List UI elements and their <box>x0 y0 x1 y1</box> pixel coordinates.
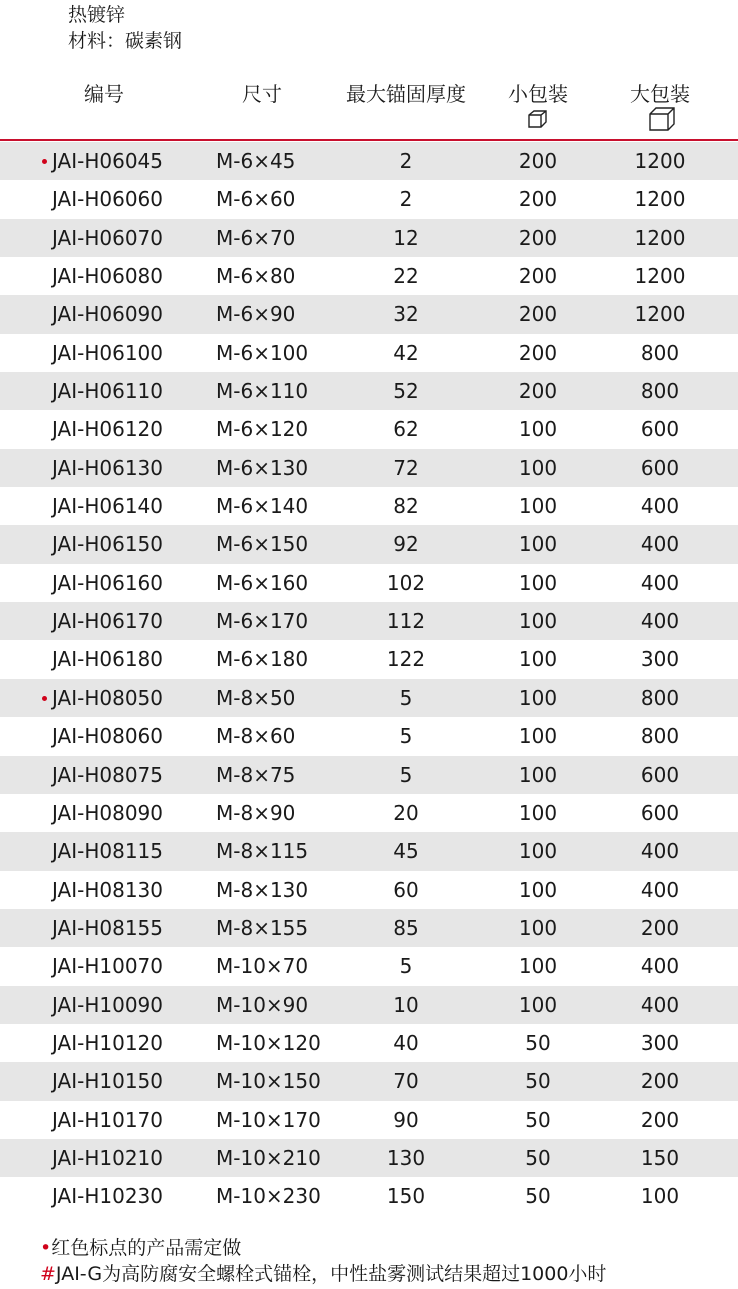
cell-small-pack: 200 <box>518 302 558 327</box>
cell-max-thickness: 10 <box>393 992 419 1017</box>
cell-code: JAI-H06100 <box>52 340 164 365</box>
cell-code: JAI-H06150 <box>52 532 164 557</box>
cell-small-pack: 100 <box>518 877 558 902</box>
cell-code: JAI-H06090 <box>52 302 164 327</box>
table-row <box>0 334 738 372</box>
cell-small-pack: 100 <box>518 724 558 749</box>
cell-size: M-10×90 <box>216 992 309 1017</box>
cell-small-pack: 50 <box>525 1145 551 1170</box>
table-row <box>0 219 738 257</box>
red-dot-icon <box>42 696 47 701</box>
cell-small-pack: 50 <box>525 1184 551 1209</box>
cell-small-pack: 100 <box>518 762 558 787</box>
cell-max-thickness: 32 <box>393 302 419 327</box>
cell-large-pack: 600 <box>640 762 680 787</box>
cell-max-thickness: 42 <box>393 340 419 365</box>
cell-code: JAI-H10230 <box>52 1184 164 1209</box>
cell-large-pack: 600 <box>640 800 680 825</box>
cell-large-pack: 300 <box>640 1030 680 1055</box>
cell-code: JAI-H06180 <box>52 647 164 672</box>
table-row <box>0 295 738 333</box>
cell-max-thickness: 5 <box>399 685 413 710</box>
cell-size: M-10×230 <box>216 1184 321 1209</box>
table-row <box>0 257 738 295</box>
cell-small-pack: 100 <box>518 532 558 557</box>
cell-code: JAI-H08155 <box>52 915 164 940</box>
cell-size: M-8×155 <box>216 915 309 940</box>
cell-max-thickness: 52 <box>393 379 419 404</box>
cell-code: JAI-H06130 <box>52 455 164 480</box>
cell-small-pack: 50 <box>525 1030 551 1055</box>
cell-size: M-6×70 <box>216 225 296 250</box>
cell-size: M-6×80 <box>216 264 296 289</box>
cell-max-thickness: 70 <box>393 1069 419 1094</box>
cell-small-pack: 100 <box>518 647 558 672</box>
cell-small-pack: 50 <box>525 1107 551 1132</box>
cell-size: M-6×120 <box>216 417 309 442</box>
cell-large-pack: 200 <box>640 1069 680 1094</box>
cell-large-pack: 100 <box>640 1184 680 1209</box>
cell-code: JAI-H08050 <box>52 685 164 710</box>
table-row <box>0 717 738 755</box>
cell-large-pack: 800 <box>640 685 680 710</box>
header-divider <box>0 139 738 141</box>
cell-code: JAI-H08130 <box>52 877 164 902</box>
cell-small-pack: 50 <box>525 1069 551 1094</box>
cell-large-pack: 400 <box>640 839 680 864</box>
table-row <box>0 1024 738 1062</box>
cell-large-pack: 1200 <box>634 225 686 250</box>
cell-max-thickness: 82 <box>393 494 419 519</box>
cell-small-pack: 200 <box>518 149 558 173</box>
cell-large-pack: 800 <box>640 379 680 404</box>
cell-max-thickness: 2 <box>399 149 413 173</box>
cell-code: JAI-H10120 <box>52 1030 164 1055</box>
cell-size: M-8×75 <box>216 762 296 787</box>
cell-size: M-6×160 <box>216 570 309 595</box>
red-dot-icon <box>42 159 47 164</box>
table-header <box>0 78 738 140</box>
cell-large-pack: 1200 <box>634 264 686 289</box>
cell-large-pack: 1200 <box>634 187 686 212</box>
cell-large-pack: 400 <box>640 954 680 979</box>
cell-size: M-6×170 <box>216 609 309 634</box>
material-label: 材料：碳素钢 <box>68 30 183 52</box>
cell-code: JAI-H06160 <box>52 570 164 595</box>
cell-max-thickness: 92 <box>393 532 419 557</box>
table-row <box>0 449 738 487</box>
cell-code: JAI-H06170 <box>52 609 164 634</box>
cell-small-pack: 100 <box>518 494 558 519</box>
cell-large-pack: 1200 <box>634 302 686 327</box>
cell-large-pack: 200 <box>640 1107 680 1132</box>
cell-code: JAI-H08060 <box>52 724 164 749</box>
cell-large-pack: 1200 <box>634 149 686 173</box>
table-row <box>0 1139 738 1177</box>
finish-label: 热镀锌 <box>68 4 126 26</box>
cell-small-pack: 200 <box>518 225 558 250</box>
header-max-thickness: 最大锚固厚度 <box>346 82 466 106</box>
cell-small-pack: 200 <box>518 264 558 289</box>
cell-small-pack: 200 <box>518 187 558 212</box>
red-dot-icon: • <box>40 1237 52 1259</box>
table-row <box>0 602 738 640</box>
cell-max-thickness: 40 <box>393 1030 419 1055</box>
cell-max-thickness: 90 <box>393 1107 419 1132</box>
cell-large-pack: 400 <box>640 992 680 1017</box>
cell-large-pack: 400 <box>640 877 680 902</box>
cell-size: M-6×180 <box>216 647 309 672</box>
cell-large-pack: 400 <box>640 494 680 519</box>
note-jai-g <box>40 1261 606 1287</box>
large-box-icon <box>648 106 676 132</box>
cell-max-thickness: 12 <box>393 225 419 250</box>
cell-large-pack: 200 <box>640 915 680 940</box>
cell-small-pack: 100 <box>518 609 558 634</box>
cell-size: M-10×170 <box>216 1107 321 1132</box>
cell-size: M-10×70 <box>216 954 309 979</box>
table-row <box>0 142 738 180</box>
notes <box>40 1235 606 1287</box>
cell-size: M-6×130 <box>216 455 309 480</box>
product-info <box>68 2 182 54</box>
header-large-pack: 大包装 <box>630 82 690 106</box>
cell-code: JAI-H10070 <box>52 954 164 979</box>
cell-max-thickness: 85 <box>393 915 419 940</box>
table-row <box>0 871 738 909</box>
table-row <box>0 679 738 717</box>
cell-small-pack: 100 <box>518 915 558 940</box>
cell-large-pack: 400 <box>640 570 680 595</box>
table-row <box>0 1177 738 1215</box>
hash-icon: # <box>40 1263 56 1285</box>
table-row <box>0 487 738 525</box>
cell-code: JAI-H06120 <box>52 417 164 442</box>
cell-max-thickness: 20 <box>393 800 419 825</box>
cell-large-pack: 600 <box>640 455 680 480</box>
cell-max-thickness: 72 <box>393 455 419 480</box>
cell-size: M-6×45 <box>216 149 296 173</box>
table-row <box>0 756 738 794</box>
cell-max-thickness: 150 <box>386 1184 426 1209</box>
cell-small-pack: 200 <box>518 340 558 365</box>
header-small-pack: 小包装 <box>508 82 568 106</box>
cell-code: JAI-H06060 <box>52 187 164 212</box>
table-row <box>0 832 738 870</box>
cell-code: JAI-H08115 <box>52 839 164 864</box>
cell-large-pack: 150 <box>640 1145 680 1170</box>
note-red-dot-text: 红色标点的产品需定做 <box>51 1237 242 1259</box>
table-row <box>0 909 738 947</box>
note-jai-g-text: JAI-G为高防腐安全螺栓式锚栓，中性盐雾测试结果超过1000小时 <box>55 1263 607 1285</box>
cell-size: M-8×50 <box>216 685 296 710</box>
table-row <box>0 794 738 832</box>
cell-code: JAI-H06110 <box>52 379 164 404</box>
cell-size: M-6×140 <box>216 494 309 519</box>
cell-max-thickness: 112 <box>386 609 426 634</box>
cell-code: JAI-H10090 <box>52 992 164 1017</box>
cell-size: M-10×150 <box>216 1069 321 1094</box>
cell-large-pack: 300 <box>640 647 680 672</box>
cell-code: JAI-H06080 <box>52 264 164 289</box>
table-row <box>0 525 738 563</box>
cell-code: JAI-H10210 <box>52 1145 164 1170</box>
cell-code: JAI-H06140 <box>52 494 164 519</box>
cell-small-pack: 100 <box>518 800 558 825</box>
cell-size: M-8×90 <box>216 800 296 825</box>
cell-max-thickness: 5 <box>399 724 413 749</box>
cell-large-pack: 800 <box>640 724 680 749</box>
cell-code: JAI-H08075 <box>52 762 164 787</box>
cell-max-thickness: 5 <box>399 762 413 787</box>
table-row <box>0 1101 738 1139</box>
cell-size: M-6×110 <box>216 379 309 404</box>
cell-small-pack: 100 <box>518 954 558 979</box>
product-table <box>0 142 738 1216</box>
cell-max-thickness: 5 <box>399 954 413 979</box>
small-box-icon <box>527 108 549 130</box>
cell-size: M-6×150 <box>216 532 309 557</box>
cell-small-pack: 100 <box>518 570 558 595</box>
cell-code: JAI-H06070 <box>52 225 164 250</box>
header-size: 尺寸 <box>242 82 282 106</box>
cell-max-thickness: 45 <box>393 839 419 864</box>
cell-code: JAI-H10170 <box>52 1107 164 1132</box>
cell-max-thickness: 102 <box>386 570 426 595</box>
cell-small-pack: 100 <box>518 839 558 864</box>
cell-max-thickness: 62 <box>393 417 419 442</box>
table-row <box>0 372 738 410</box>
table-row <box>0 564 738 602</box>
table-row <box>0 410 738 448</box>
cell-large-pack: 400 <box>640 532 680 557</box>
cell-size: M-8×60 <box>216 724 296 749</box>
cell-size: M-10×210 <box>216 1145 321 1170</box>
table-row <box>0 986 738 1024</box>
table-row <box>0 640 738 678</box>
table-row <box>0 947 738 985</box>
cell-small-pack: 100 <box>518 455 558 480</box>
cell-size: M-6×90 <box>216 302 296 327</box>
cell-large-pack: 400 <box>640 609 680 634</box>
cell-size: M-8×130 <box>216 877 309 902</box>
cell-size: M-6×100 <box>216 340 309 365</box>
cell-size: M-8×115 <box>216 839 309 864</box>
cell-code: JAI-H08090 <box>52 800 164 825</box>
cell-size: M-10×120 <box>216 1030 321 1055</box>
cell-small-pack: 100 <box>518 685 558 710</box>
cell-code: JAI-H10150 <box>52 1069 164 1094</box>
cell-small-pack: 100 <box>518 992 558 1017</box>
cell-max-thickness: 130 <box>386 1145 426 1170</box>
cell-max-thickness: 60 <box>393 877 419 902</box>
cell-large-pack: 800 <box>640 340 680 365</box>
cell-large-pack: 600 <box>640 417 680 442</box>
table-row <box>0 180 738 218</box>
cell-small-pack: 100 <box>518 417 558 442</box>
cell-code: JAI-H06045 <box>52 149 164 173</box>
note-red-dot <box>40 1235 606 1261</box>
table-row <box>0 1062 738 1100</box>
header-code: 编号 <box>84 82 124 106</box>
cell-small-pack: 200 <box>518 379 558 404</box>
cell-size: M-6×60 <box>216 187 296 212</box>
cell-max-thickness: 22 <box>393 264 419 289</box>
cell-max-thickness: 122 <box>386 647 426 672</box>
cell-max-thickness: 2 <box>399 187 413 212</box>
